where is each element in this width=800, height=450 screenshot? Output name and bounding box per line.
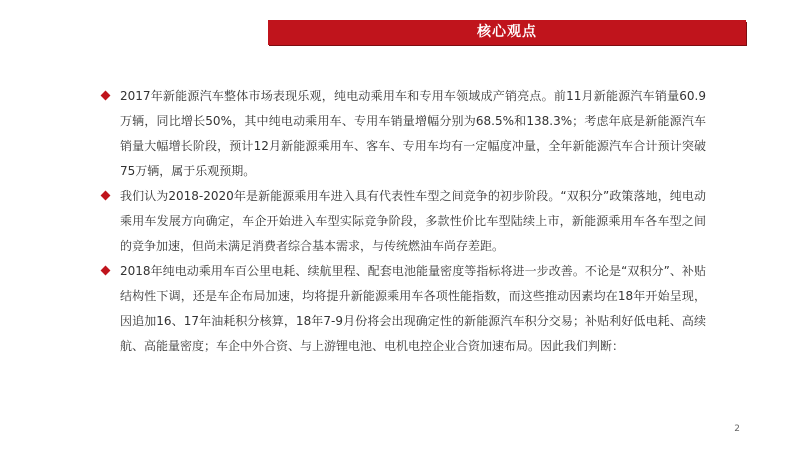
diamond-bullet-icon [101, 266, 111, 276]
bullet-item [100, 84, 706, 184]
page-title: 核心观点 [477, 24, 537, 40]
title-bar [268, 20, 746, 44]
page-number: 2 [734, 424, 740, 434]
title-underline [268, 44, 746, 45]
bullet-text: 我们认为2018-2020年是新能源乘用车进入具有代表性车型之间竞争的初步阶段。“双积分”政策落地，纯电动乘用车发展方向确定，车企开始进入车型实际竞争阶段，多款性价比车型陆续上市，新能源乘用车各车型之间的竞争加速，但尚未满足消费者综合基本需求，与传统燃油车尚存差距。 [120, 189, 706, 253]
bullet-text: 2018年纯电动乘用车百公里电耗、续航里程、配套电池能量密度等指标将进一步改善。不论是“双积分”、补贴结构性下调，还是车企布局加速，均将提升新能源乘用车各项性能指数，而这些推动因素均在18年开始呈现，因追加16、17年油耗积分核算，18年7-9月份将会出现确定性的新能源汽车积分交易；补贴利好低电耗、高续航、高能量密度；车企中外合资、与上游锂电池、电机电控企业合资加速布局。因此我们判断： [120, 264, 706, 353]
bullet-text: 2017年新能源汽车整体市场表现乐观，纯电动乘用车和专用车领域成产销亮点。前11月新能源汽车销量60.9万辆，同比增长50%，其中纯电动乘用车、专用车销量增幅分别为68.5%和138.3%；考虑年底是新能源汽车销量大幅增长阶段，预计12月新能源乘用车、客车、专用车均有一定幅度冲量，全年新能源汽车合计预计突破75万辆，属于乐观预期。 [120, 89, 706, 178]
content-area [100, 84, 706, 359]
bullet-item [100, 259, 706, 359]
bullet-item [100, 184, 706, 259]
diamond-bullet-icon [101, 191, 111, 201]
diamond-bullet-icon [101, 91, 111, 101]
